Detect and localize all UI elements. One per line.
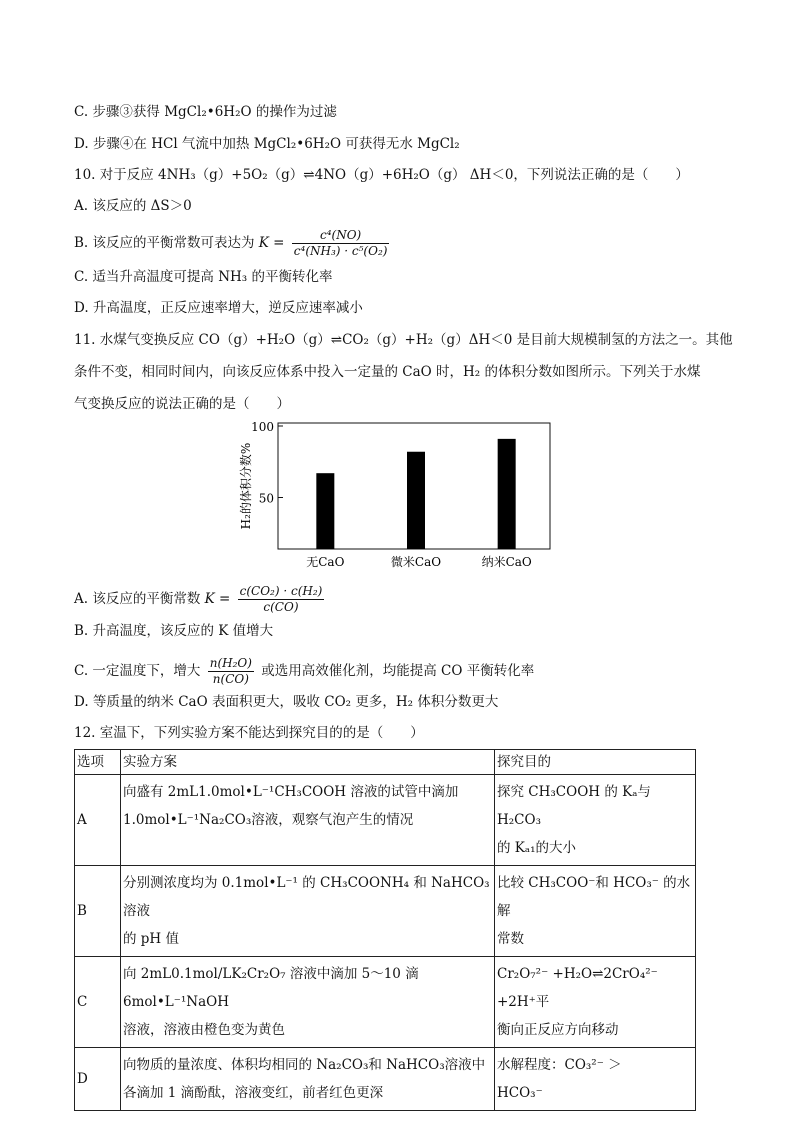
line-9c: C. 步骤③获得 MgCl₂•6H₂O 的操作为过滤	[74, 104, 337, 120]
bar-1	[407, 452, 425, 549]
row-goal	[495, 957, 696, 1048]
option-10c: C. 适当升高温度可提高 NH₃ 的平衡转化率	[74, 269, 333, 285]
table-header-row	[75, 750, 696, 775]
row-goal	[495, 1048, 696, 1111]
option-11d: D. 等质量的纳米 CaO 表面积更大，吸收 CO₂ 更多，H₂ 体积分数更大	[74, 694, 499, 710]
option-10d: D. 升高温度，正反应速率增大，逆反应速率减小	[74, 300, 363, 316]
y-tick-label: 50	[258, 491, 274, 506]
row-plan	[121, 1048, 495, 1111]
question-11-line1: 11. 水煤气变换反应 CO（g）+H₂O（g）⇌CO₂（g）+H₂（g）ΔH＜0 是目前大规模制氢的方法之一。其他	[74, 332, 733, 348]
header-goal: 探究目的	[495, 750, 696, 775]
goal-line: Cr₂O₇²⁻ +H₂O⇌2CrO₄²⁻ +2H⁺平	[497, 966, 658, 1010]
option-10b	[74, 228, 392, 259]
table-row	[75, 866, 696, 957]
plan-line: 的 pH 值	[123, 931, 179, 947]
fraction-numerator: n(H₂O)	[209, 656, 252, 670]
option-11c-fraction	[208, 656, 254, 687]
row-plan	[121, 866, 495, 957]
row-option: B	[75, 866, 121, 957]
category-label: 纳米CaO	[481, 555, 532, 569]
bar-2	[498, 439, 516, 549]
option-10b-text: B. 该反应的平衡常数可表达为	[74, 235, 259, 251]
table-row	[75, 775, 696, 866]
row-goal	[495, 866, 696, 957]
row-plan	[121, 957, 495, 1048]
question-10: 10. 对于反应 4NH₃（g）+5O₂（g）⇌4NO（g）+6H₂O（g） ΔH＜0，下列说法正确的是（ ）	[74, 167, 689, 183]
fraction-denominator: n(CO)	[212, 672, 249, 686]
row-option: D	[75, 1048, 121, 1111]
row-option: C	[75, 957, 121, 1048]
table-row	[75, 957, 696, 1048]
option-11a-text: A. 该反应的平衡常数	[74, 591, 205, 607]
option-10b-fraction	[292, 228, 390, 259]
goal-line: 的 Kₐ₁的大小	[497, 840, 576, 856]
goal-line: 探究 CH₃COOH 的 Kₐ与 H₂CO₃	[497, 784, 651, 828]
goal-line: 常数	[497, 931, 524, 947]
row-option: A	[75, 775, 121, 866]
option-11c	[74, 656, 534, 687]
goal-line: 衡向正反应方向移动	[497, 1022, 619, 1038]
plan-line: 溶液，溶液由橙色变为黄色	[123, 1022, 285, 1038]
row-goal	[495, 775, 696, 866]
y-tick-label: 100	[251, 420, 274, 434]
goal-line: 水解程度：CO₃²⁻ ＞	[497, 1057, 622, 1073]
h2-volume-fraction-bar-chart	[236, 418, 556, 578]
option-11b: B. 升高温度，该反应的 K 值增大	[74, 623, 274, 639]
plan-line: 1.0mol•L⁻¹Na₂CO₃溶液，观察气泡产生的情况	[123, 812, 414, 828]
option-11c-suffix: 或选用高效催化剂，均能提高 CO 平衡转化率	[256, 663, 535, 679]
goal-line: HCO₃⁻	[497, 1085, 543, 1101]
category-label: 微米CaO	[390, 555, 442, 569]
option-11a-k: K =	[204, 591, 235, 607]
question-11-line2: 条件不变，相同时间内，向该反应体系中投入一定量的 CaO 时，H₂ 的体积分数如图所示。下列关于水煤	[74, 364, 701, 380]
row-plan	[121, 775, 495, 866]
line-9d: D. 步骤④在 HCl 气流中加热 MgCl₂•6H₂O 可获得无水 MgCl₂	[74, 136, 460, 152]
option-11a	[74, 584, 327, 615]
option-11a-fraction	[238, 584, 325, 615]
option-10b-k: K =	[258, 235, 289, 251]
table-row	[75, 1048, 696, 1111]
category-label: 无CaO	[306, 555, 345, 569]
fraction-numerator: c⁴(NO)	[292, 228, 390, 244]
fraction-numerator: c(CO₂) · c(H₂)	[239, 584, 323, 598]
question-12: 12. 室温下，下列实验方案不能达到探究目的的是（ ）	[74, 725, 424, 741]
header-option: 选项	[75, 750, 121, 775]
plan-line: 向盛有 2mL1.0mol•L⁻¹CH₃COOH 溶液的试管中滴加	[123, 784, 459, 800]
header-plan: 实验方案	[121, 750, 495, 775]
plan-line: 向物质的量浓度、体积均相同的 Na₂CO₃和 NaHCO₃溶液中	[123, 1057, 486, 1073]
bar-0	[316, 473, 334, 549]
y-axis-label: H₂的体积分数%	[239, 442, 253, 530]
goal-line: 比较 CH₃COO⁻和 HCO₃⁻ 的水解	[497, 875, 691, 919]
plan-line: 分别测浓度均为 0.1mol•L⁻¹ 的 CH₃COONH₄ 和 NaHCO₃ 溶液	[123, 875, 490, 919]
fraction-denominator: c(CO)	[263, 600, 299, 614]
plan-line: 各滴加 1 滴酚酞，溶液变红，前者红色更深	[123, 1085, 384, 1101]
fraction-denominator: c⁴(NH₃) · c⁵(O₂)	[293, 244, 388, 258]
option-10a: A. 该反应的 ΔS＞0	[74, 198, 192, 214]
plan-line: 向 2mL0.1mol/LK₂Cr₂O₇ 溶液中滴加 5～10 滴 6mol•L⁻¹NaOH	[123, 966, 419, 1010]
question-11-line3: 气变换反应的说法正确的是（ ）	[74, 396, 290, 412]
option-11c-text: C. 一定温度下，增大	[74, 663, 205, 679]
experiment-table	[74, 749, 696, 1111]
